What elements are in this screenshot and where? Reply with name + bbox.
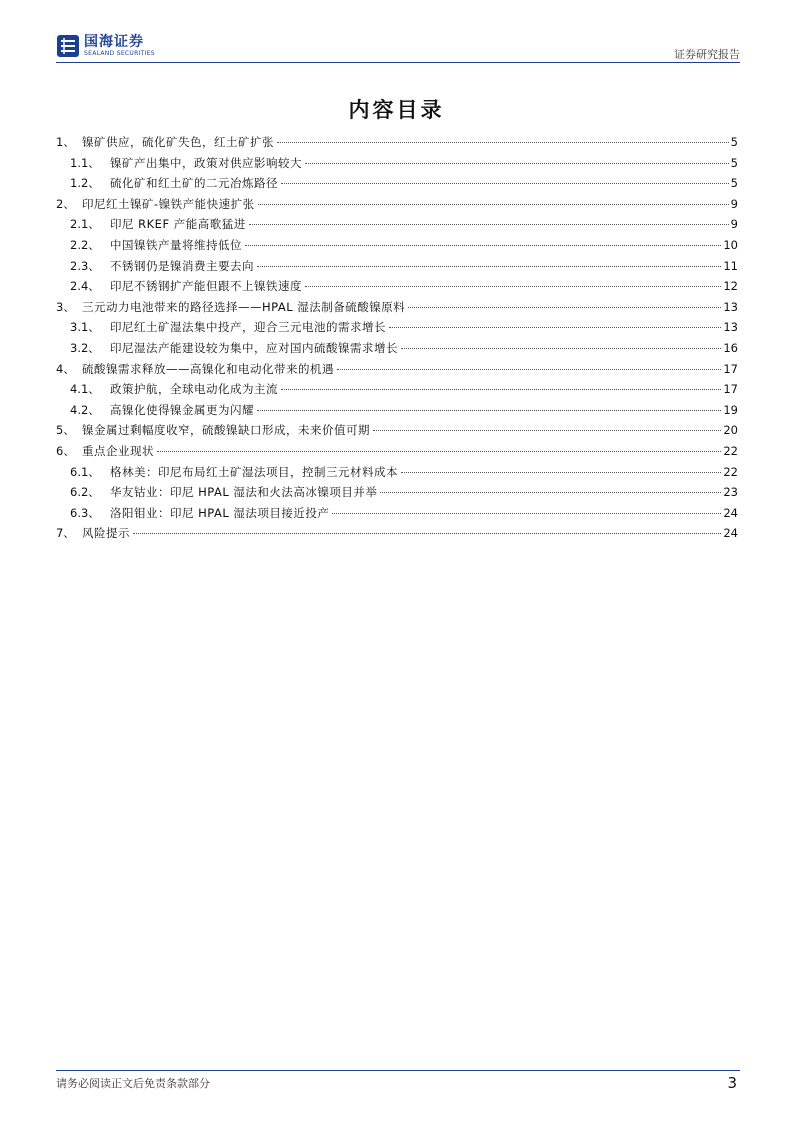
toc-dot-leader [337, 369, 721, 370]
toc-entry[interactable] [56, 153, 738, 174]
toc-entry-title: 印尼红土镍矿-镍铁产能快速扩张 [82, 196, 255, 211]
toc-entry[interactable] [56, 400, 738, 421]
toc-dot-leader [245, 245, 721, 246]
toc-dot-leader [305, 163, 729, 164]
toc-entry-page: 5 [730, 135, 738, 149]
toc-entry-number: 3.1、 [70, 320, 100, 335]
toc-title: 内容目录 [348, 98, 445, 122]
toc-dot-leader [408, 307, 721, 308]
toc-dot-leader [373, 430, 721, 431]
toc-dot-leader [401, 348, 721, 349]
toc-entry-page: 5 [730, 176, 738, 191]
toc-entry-number: 4.1、 [70, 382, 100, 397]
toc-entry-title: 重点企业现状 [82, 443, 154, 458]
toc-entry-page: 12 [723, 279, 738, 294]
toc-entry-title: 高镍化使得镍金属更为闪耀 [110, 402, 254, 417]
toc-entry-title: 风险提示 [82, 526, 130, 541]
toc-entry-number: 2.2、 [70, 237, 100, 252]
toc-entry[interactable] [56, 194, 738, 215]
toc-entry[interactable] [56, 482, 738, 503]
toc-entry[interactable] [56, 462, 738, 483]
toc-entry[interactable] [56, 214, 738, 235]
page-number: 3 [727, 1074, 737, 1092]
toc-entry-number: 2.3、 [70, 258, 100, 273]
toc-entry-title: 印尼湿法产能建设较为集中，应对国内硫酸镍需求增长 [110, 340, 398, 355]
toc-dot-leader [277, 142, 729, 143]
toc-entry-page: 13 [723, 320, 738, 335]
toc-entry-number: 3、 [56, 299, 75, 314]
toc-entry-title: 镍金属过剩幅度收窄，硫酸镍缺口形成，未来价值可期 [82, 423, 370, 438]
toc-dot-leader [157, 451, 721, 452]
toc-entry[interactable] [56, 276, 738, 297]
toc-entry-page: 24 [723, 505, 738, 520]
toc-entry-number: 1.2、 [70, 176, 100, 191]
toc-entry[interactable] [56, 235, 738, 256]
toc-entry[interactable] [56, 523, 738, 544]
toc-entry[interactable] [56, 503, 738, 524]
logo-english-name: SEALAND SECURITIES [84, 50, 155, 57]
toc-entry-page: 22 [723, 464, 738, 479]
toc-dot-leader [281, 183, 729, 184]
header-divider [56, 62, 740, 63]
toc-entry[interactable] [56, 379, 738, 400]
toc-entry-number: 1.1、 [70, 155, 100, 170]
toc-dot-leader [281, 389, 721, 390]
toc-entry[interactable] [56, 420, 738, 441]
toc-entry-number: 3.2、 [70, 340, 100, 355]
toc-entry-page: 20 [723, 423, 738, 438]
footer-divider [56, 1070, 740, 1071]
toc-entry-title: 镍矿供应，硫化矿失色，红土矿扩张 [82, 135, 274, 149]
toc-dot-leader [249, 224, 729, 225]
logo-chinese-name: 国海证券 [84, 34, 144, 50]
toc-dot-leader [133, 533, 721, 534]
toc-entry-title: 硫酸镍需求释放——高镍化和电动化带来的机遇 [82, 361, 334, 376]
toc-entry-number: 2.4、 [70, 279, 100, 294]
toc-entry-page: 10 [723, 237, 738, 252]
toc-entry[interactable] [56, 173, 738, 194]
toc-entry-title: 洛阳钼业：印尼 HPAL 湿法项目接近投产 [110, 505, 330, 520]
toc-entry-number: 2.1、 [70, 217, 100, 232]
toc-dot-leader [305, 286, 721, 287]
toc-entry-page: 24 [723, 526, 738, 541]
toc-entry-page: 16 [723, 340, 738, 355]
toc-entry-page: 5 [730, 155, 738, 170]
toc-entry[interactable] [56, 256, 738, 277]
toc-entry-page: 11 [723, 258, 738, 273]
toc-entry-page: 17 [723, 361, 738, 376]
toc-entry-title: 印尼 RKEF 产能高歌猛进 [110, 217, 246, 232]
toc-entry-page: 22 [723, 443, 738, 458]
report-type-label: 证券研究报告 [674, 48, 740, 61]
toc-entry-title: 不锈钢仍是镍消费主要去向 [110, 258, 254, 273]
toc-dot-leader [258, 204, 729, 205]
toc-entry-page: 23 [723, 485, 738, 500]
toc-entry[interactable] [56, 441, 738, 462]
toc-dot-leader [401, 472, 721, 473]
toc-dot-leader [380, 492, 721, 493]
toc-entry[interactable] [56, 359, 738, 380]
toc-entry-number: 6.2、 [70, 485, 100, 500]
sealand-logo-icon [56, 34, 80, 58]
toc-entry-title: 中国镍铁产量将维持低位 [110, 237, 242, 252]
toc-entry[interactable] [56, 297, 738, 318]
toc-entry-page: 9 [730, 217, 738, 232]
toc-entry-title: 镍矿产出集中，政策对供应影响较大 [110, 155, 302, 170]
toc-dot-leader [257, 410, 721, 411]
toc-entry-number: 6.1、 [70, 464, 100, 479]
toc-entry-number: 2、 [56, 196, 75, 211]
table-of-contents [56, 132, 738, 544]
toc-entry-number: 6、 [56, 443, 75, 458]
toc-entry-title: 硫化矿和红土矿的二元冶炼路径 [110, 176, 278, 191]
toc-entry-title: 华友钴业：印尼 HPAL 湿法和火法高冰镍项目并举 [110, 485, 378, 500]
toc-entry-page: 19 [723, 402, 738, 417]
toc-entry-title: 印尼不锈钢扩产能但跟不上镍铁速度 [110, 279, 302, 294]
toc-entry-title: 政策护航，全球电动化成为主流 [110, 382, 278, 397]
toc-entry-number: 4.2、 [70, 402, 100, 417]
toc-entry-number: 6.3、 [70, 505, 100, 520]
toc-dot-leader [389, 327, 721, 328]
toc-entry-page: 9 [730, 196, 738, 211]
toc-entry-number: 4、 [56, 361, 75, 376]
toc-entry-number: 7、 [56, 526, 75, 541]
toc-entry-title: 三元动力电池带来的路径选择——HPAL 湿法制备硫酸镍原料 [82, 299, 406, 314]
toc-entry[interactable] [56, 338, 738, 359]
toc-entry[interactable] [56, 132, 738, 153]
toc-entry[interactable] [56, 317, 738, 338]
company-logo [56, 34, 155, 58]
toc-entry-title: 印尼红土矿湿法集中投产，迎合三元电池的需求增长 [110, 320, 386, 335]
toc-entry-page: 13 [723, 299, 738, 314]
toc-dot-leader [257, 266, 721, 267]
disclaimer-note: 请务必阅读正文后免责条款部分 [56, 1077, 210, 1090]
toc-entry-title: 格林美：印尼布局红土矿湿法项目，控制三元材料成本 [110, 464, 398, 479]
toc-entry-page: 17 [723, 382, 738, 397]
toc-dot-leader [332, 513, 721, 514]
toc-entry-number: 1、 [56, 135, 75, 149]
page-header [56, 32, 740, 62]
toc-entry-number: 5、 [56, 423, 75, 438]
